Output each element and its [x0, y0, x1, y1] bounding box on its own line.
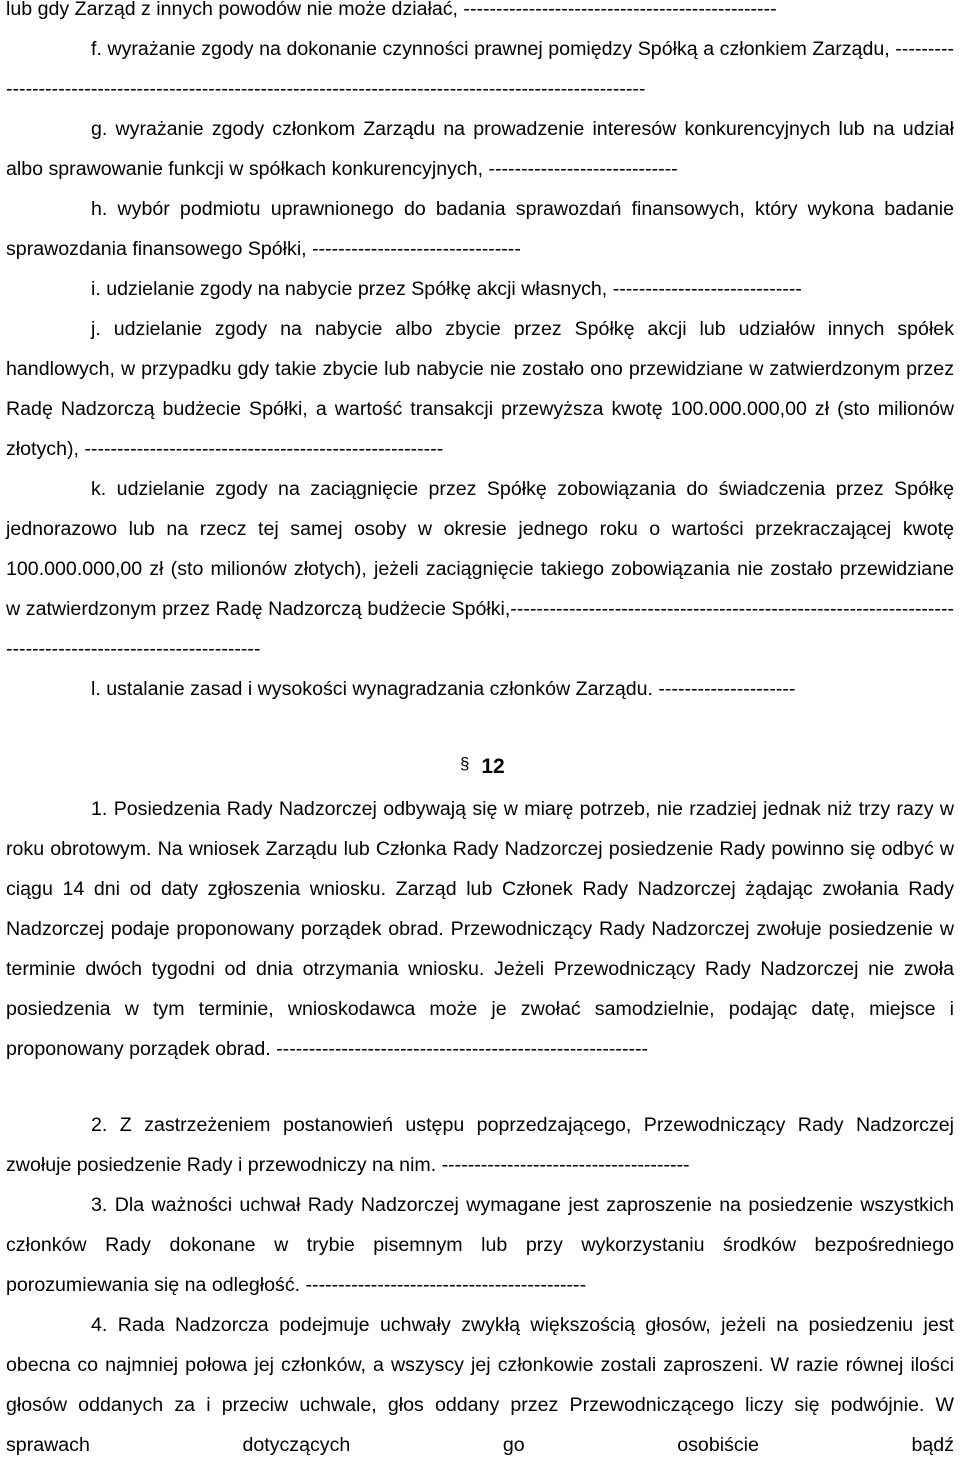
list-item-j: j. udzielanie zgody na nabycie albo zbycie przez Spółkę akcji lub udziałów innych spółek handlowych, w przypadku gdy takie zbycie lub nabycie nie zostało ono przewidziane w zatwierdzonym przez Radę Nadzorczą budżecie Spółki, a wartość transakcji przewyższa kwotę 100.000.000,00 zł (sto milionów złotych), -------------------------------------------------------: [6, 318, 954, 460]
list-item-f: f. wyrażanie zgody na dokonanie czynności prawnej pomiędzy Spółką a członkiem Zarządu, -----------------------------------------------------------------------------------------------------------: [6, 38, 954, 100]
list-item-l: l. ustalanie zasad i wysokości wynagradzania członków Zarządu. ---------------------: [91, 678, 796, 700]
paragraph-2: 2. Z zastrzeżeniem postanowień ustępu poprzedzającego, Przewodniczący Rady Nadzorczej zwołuje posiedzenie Rady i przewodniczy na nim. --------------------------------------: [6, 1114, 954, 1176]
section-heading: [458, 750, 528, 784]
section-mark: §: [460, 754, 470, 773]
list-item-h: h. wybór podmiotu uprawnionego do badania sprawozdań finansowych, który wykona badanie sprawozdania finansowego Spółki, --------------------------------: [6, 198, 954, 260]
paragraph-3: 3. Dla ważności uchwał Rady Nadzorczej wymagane jest zaproszenie na posiedzenie wszystkich członków Rady dokonane w trybie pisemnym lub przy wykorzystaniu środków bezpośredniego porozumiewania się na odległość. -------------------------------------------: [6, 1194, 954, 1296]
paragraph-1: 1. Posiedzenia Rady Nadzorczej odbywają się w miarę potrzeb, nie rzadziej jednak niż trzy razy w roku obrotowym. Na wniosek Zarządu lub Członka Rady Nadzorczej posiedzenie Rady powinno się odbyć w ciągu 14 dni od daty zgłoszenia wniosku. Zarząd lub Członek Rady Nadzorczej żądając zwołania Rady Nadzorczej podaje proponowany porządek obrad. Przewodniczący Rady Nadzorczej zwołuje posiedzenie w terminie dwóch tygodni od dnia otrzymania wniosku. Jeżeli Przewodniczący Rady Nadzorczej nie zwoła posiedzenia w tym terminie, wnioskodawca może je zwołać samodzielnie, podając datę, miejsce i proponowany porządek obrad. ---------------------------------------------------------: [6, 798, 954, 1060]
section-number: 12: [481, 755, 505, 778]
paragraph-4: 4. Rada Nadzorcza podejmuje uchwały zwykłą większością głosów, jeżeli na posiedzeniu jest obecna co najmniej połowa jej członków, a wszyscy jej członkowie zostali zaproszeni. W razie równej ilości głosów oddanych za i przeciw uchwale, głos oddany przez Przewodniczącego liczy się podwójnie. W sprawach dotyczących go osobiście bądź: [6, 1314, 954, 1456]
list-item-i: i. udzielanie zgody na nabycie przez Spółkę akcji własnych, -----------------------------: [91, 278, 802, 300]
list-item-g: g. wyrażanie zgody członkom Zarządu na prowadzenie interesów konkurencyjnych lub na udział albo sprawowanie funkcji w spółkach konkurencyjnych, -----------------------------: [6, 118, 954, 180]
list-item-k: k. udzielanie zgody na zaciągnięcie przez Spółkę zobowiązania do świadczenia przez Spółkę jednorazowo lub na rzecz tej samej osoby w okresie jednego roku o wartości przekraczającej kwotę 100.000.000,00 zł (sto milionów złotych), jeżeli zaciągnięcie takiego zobowiązania nie zostało przewidziane w zatwierdzonym przez Radę Nadzorczą budżecie Spółki,-----------------------------------------------------------------------------------------------------------: [6, 478, 954, 660]
continuation-line: lub gdy Zarząd z innych powodów nie może działać, ------------------------------------------------: [6, 0, 777, 20]
